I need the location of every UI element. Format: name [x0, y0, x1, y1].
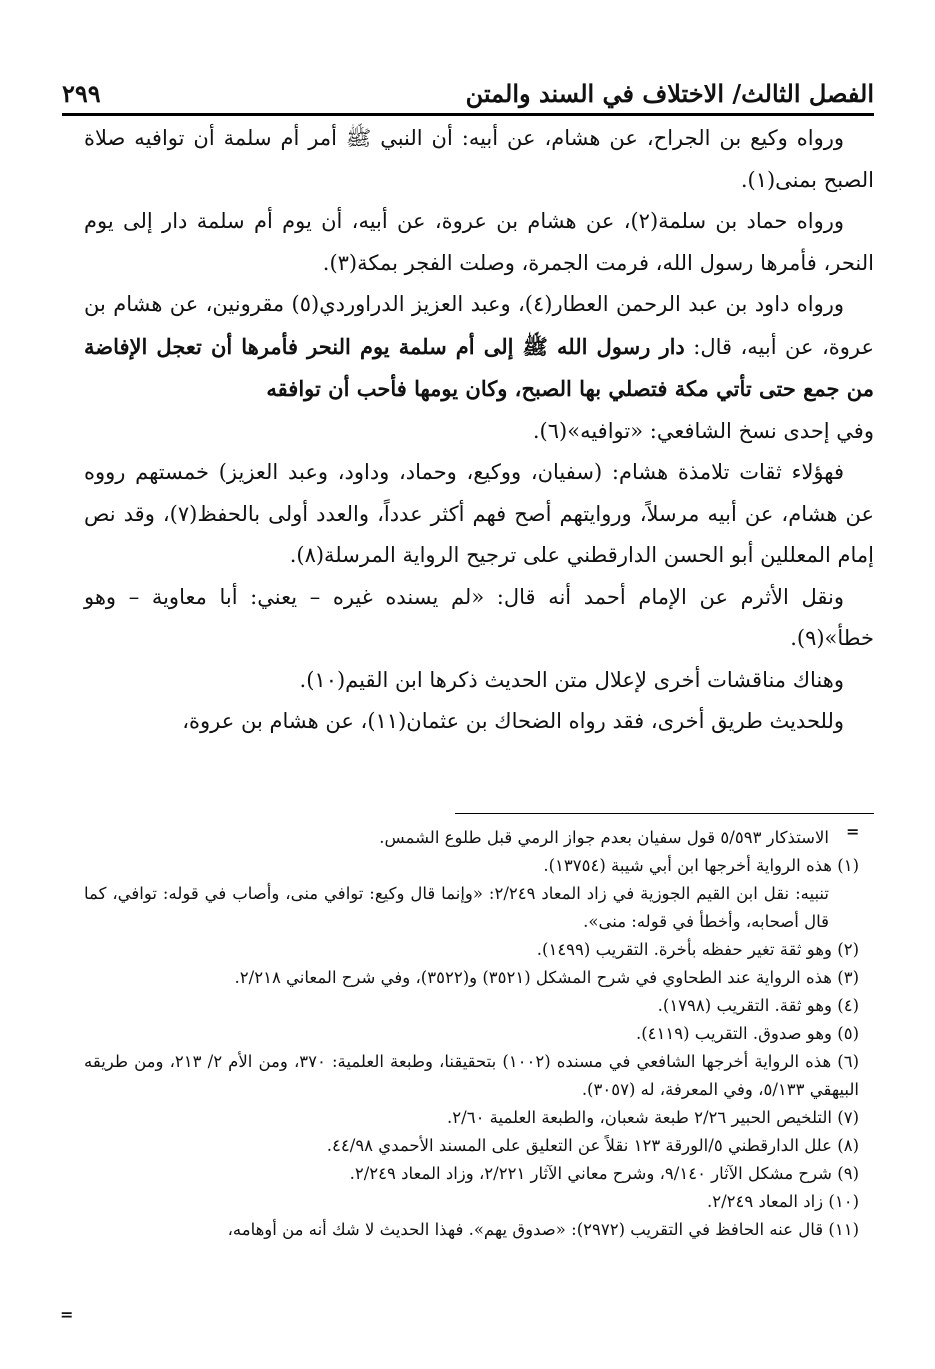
- footnote: (٢) وهو ثقة تغير حفظه بأخرة. التقريب (١٤٩٩).: [536, 940, 859, 959]
- paragraph: وهناك مناقشات أخرى لإعلال متن الحديث ذكرها ابن القيم(١٠).: [299, 667, 844, 692]
- footnote: (١٠) زاد المعاد ٢/٢٤٩.: [707, 1192, 859, 1211]
- paragraph: ورواه وكيع بن الجراح، عن هشام، عن أبيه: أن النبي ﷺ أمر أم سلمة أن توافيه صلاة الصبح بمنى(١).: [84, 126, 874, 192]
- footnote-continuation: الاستذكار ٥/٥٩٣ قول سفيان بعدم جواز الرمي قبل طلوع الشمس.: [379, 828, 829, 847]
- paragraph: ونقل الأثرم عن الإمام أحمد أنه قال: «لم يسنده غيره – يعني: أبا معاوية – وهو خطأ»(٩).: [84, 584, 874, 650]
- footnote: (٥) وهو صدوق. التقريب (٤١١٩).: [635, 1024, 859, 1043]
- page-header: [62, 62, 874, 108]
- paragraph: وفي إحدى نسخ الشافعي: «توافيه»(٦).: [532, 418, 874, 443]
- paragraph: [84, 284, 874, 411]
- hadith-text: دار رسول الله ﷺ إلى أم سلمة يوم النحر فأمرها أن تعجل الإفاضة من جمع حتى تأتي مكة فتصلي بها الصبح، وكان يومها فأحب أن توافقه: [84, 333, 874, 401]
- footnotes: [84, 824, 859, 1244]
- footnote: (٣) هذه الرواية عند الطحاوي في شرح المشكل (٣٥٢١) و(٣٥٢٢)، وفي شرح المعاني ٢/٢١٨.: [234, 968, 859, 987]
- footnote: (٩) شرح مشكل الآثار ٩/١٤٠، وشرح معاني الآثار ٢/٢٢١، وزاد المعاد ٢/٢٤٩.: [349, 1164, 859, 1183]
- main-text: [84, 118, 874, 743]
- footnote: (٤) وهو ثقة. التقريب (١٧٩٨).: [657, 996, 859, 1015]
- continued-mark: =: [846, 822, 860, 841]
- footnote-note: تنبيه: نقل ابن القيم الجوزية في زاد المعاد ٢/٢٤٩: «وإنما قال وكيع: توافي منى، وأصاب في قوله: توافي، كما قال أصحابه، وأخطأ في قوله: منى».: [84, 884, 829, 931]
- paragraph-intro: ورواه داود بن عبد الرحمن العطار(٤)، وعبد العزيز الدراوردي(٥) مقرونين، عن هشام بن عروة، عن أبيه، قال:: [84, 292, 874, 359]
- footnote-separator: [455, 813, 874, 814]
- footnote: (٦) هذه الرواية أخرجها الشافعي في مسنده (١٠٠٢) بتحقيقنا، وطبعة العلمية: ٣٧٠، ومن الأم ٢/ ٢١٣، ومن طريقه البيهقي ٥/١٣٣، وفي المعرفة، له (٣٠٥٧).: [84, 1052, 860, 1099]
- continued-mark: =: [60, 1305, 74, 1324]
- paragraph: ورواه حماد بن سلمة(٢)، عن هشام بن عروة، عن أبيه، أن يوم أم سلمة دار إلى يوم النحر، فأمرها رسول الله، فرمت الجمرة، وصلت الفجر بمكة(٣).: [84, 209, 874, 275]
- footnote: (٧) التلخيص الحبير ٢/٢٦ طبعة شعبان، والطبعة العلمية ٢/٦٠.: [447, 1108, 859, 1127]
- footnote: (١١) قال عنه الحافظ في التقريب (٢٩٧٢): «صدوق يهم». فهذا الحديث لا شك أنه من أوهامه،: [227, 1220, 859, 1239]
- header-rule: [62, 113, 874, 116]
- running-title: الفصل الثالث/ الاختلاف في السند والمتن: [465, 79, 874, 108]
- footnote: (١) هذه الرواية أخرجها ابن أبي شيبة (١٣٧٥٤).: [543, 856, 859, 875]
- footnote: (٨) علل الدارقطني ٥/الورقة ١٢٣ نقلاً عن التعليق على المسند الأحمدي ٤٤/٩٨.: [326, 1136, 859, 1155]
- paragraph: وللحديث طريق أخرى، فقد رواه الضحاك بن عثمان(١١)، عن هشام بن عروة،: [182, 709, 844, 733]
- paragraph: فهؤلاء ثقات تلامذة هشام: (سفيان، ووكيع، وحماد، وداود، وعبد العزيز) خمستهم رووه عن هشام، عن أبيه مرسلاً، وروايتهم أصح فهم أكثر عدداً، والعدد أولى بالحفظ(٧)، وقد نص إمام المعللين أبو الحسن الدارقطني على ترجيح الرواية المرسلة(٨).: [84, 460, 874, 567]
- page-number: ٢٩٩: [62, 79, 101, 108]
